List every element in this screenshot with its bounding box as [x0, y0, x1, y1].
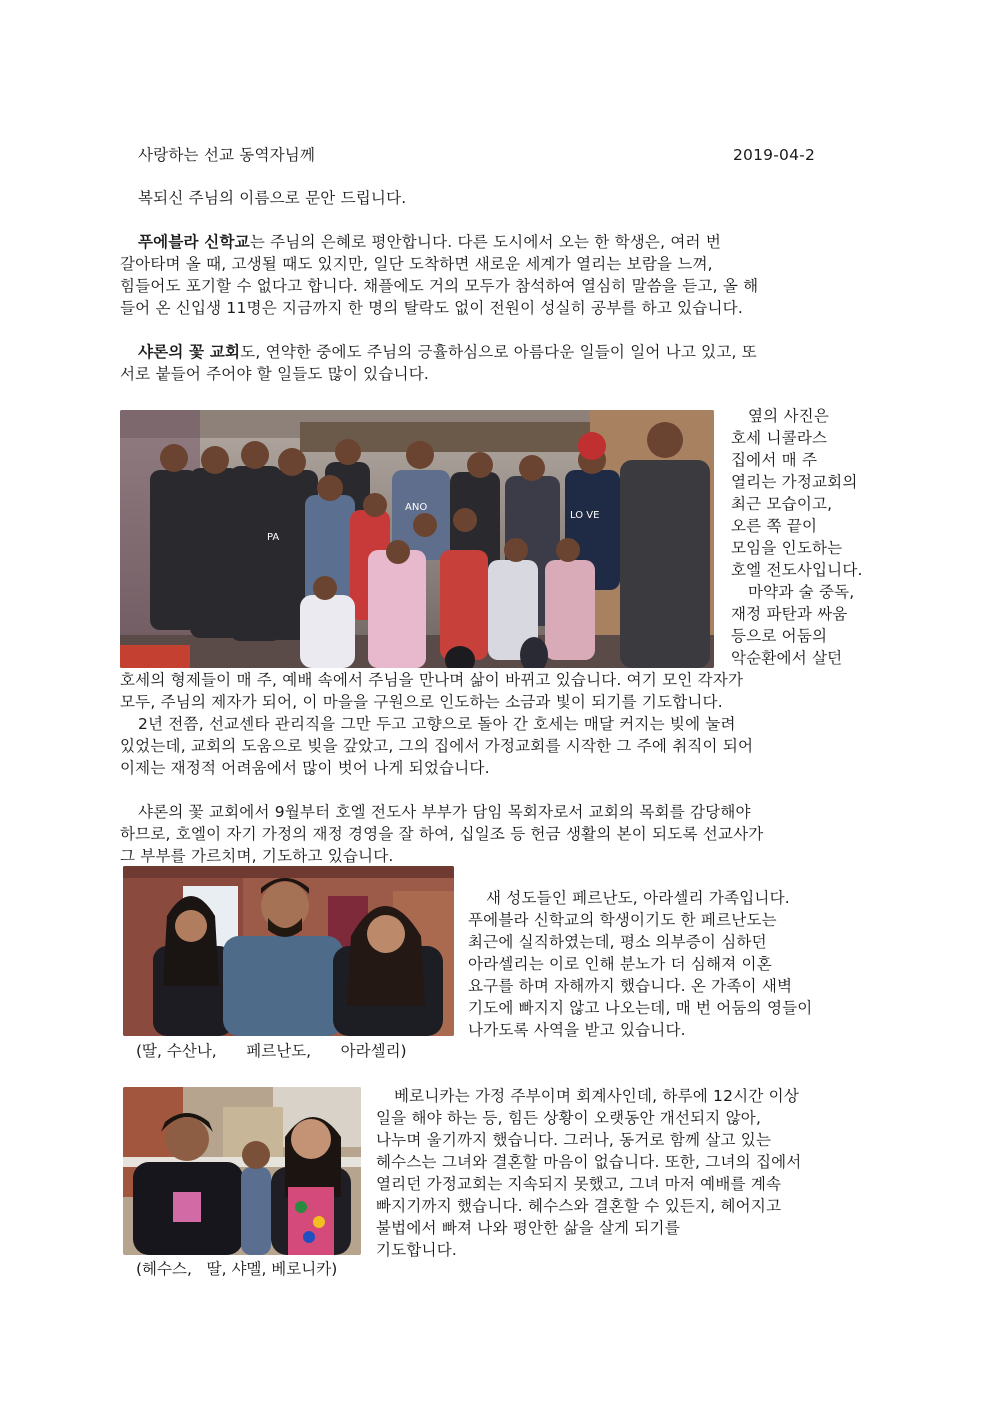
fernando-line-3: 최근에 실직하였는데, 평소 의부증이 심하던	[468, 933, 767, 951]
fernando-line-7: 나가도록 사역을 받고 있습니다.	[468, 1021, 686, 1039]
veronica-line-5: 열리던 가정교회는 지속되지 못했고, 그녀 마저 예배를 계속	[376, 1175, 782, 1193]
letter-date: 2019-04-2	[733, 146, 816, 164]
hoodie-text-1: ANO	[405, 502, 428, 513]
church-line-1: 샤론의 꽃 교회도, 연약한 중에도 주님의 긍휼하심으로 아름다운 일들이 일어 나고 있고, 또	[138, 343, 757, 361]
side-line-5: 최근 모습이고,	[731, 495, 833, 513]
house-church-line-2: 모두, 주님의 제자가 되어, 이 마을을 구원으로 인도하는 소금과 빛이 되기를 기도합니다.	[120, 693, 723, 711]
seminary-line-4: 들어 온 신입생 11명은 지금까지 한 명의 탈락도 없이 전원이 성실히 공부를 하고 있습니다.	[120, 299, 743, 317]
fernando-line-2: 푸에블라 신학교의 학생이기도 한 페르난도는	[468, 911, 777, 929]
seminary-name: 푸에블라 신학교	[138, 233, 250, 251]
house-church-line-3: 2년 전쯤, 선교센타 관리직을 그만 두고 고향으로 돌아 간 호세는 매달 커지는 빚에 눌려	[138, 715, 736, 733]
veronica-line-3: 나누며 울기까지 했습니다. 그러나, 동거로 함께 살고 있는	[376, 1131, 772, 1149]
seminary-line-1: 푸에블라 신학교는 주님의 은혜로 평안합니다. 다른 도시에서 오는 한 학생은, 여러 번	[138, 233, 722, 251]
church-name: 샤론의 꽃 교회	[138, 343, 241, 361]
fernando-line-4: 아라셀리는 이로 인해 분노가 더 심해져 이혼	[468, 955, 772, 973]
side-line-7: 모임을 인도하는	[731, 539, 843, 557]
side-line-1: 옆의 사진은	[748, 407, 829, 425]
pastor-line-2: 하므로, 호엘이 자기 가정의 재정 경영을 잘 하여, 십일조 등 헌금 생활의 본이 되도록 선교사가	[120, 825, 764, 843]
side-line-6: 오른 쪽 끝이	[731, 517, 818, 535]
fernando-family-photo	[123, 866, 454, 1036]
veronica-line-1: 베로니카는 가정 주부이며 회계사인데, 하루에 12시간 이상	[394, 1087, 799, 1105]
house-church-group-photo	[120, 410, 714, 668]
side-line-8: 호엘 전도사입니다.	[731, 561, 863, 579]
side-line-3: 집에서 매 주	[731, 451, 818, 469]
side-line-9: 마약과 술 중독,	[748, 583, 855, 601]
side-line-12: 악순환에서 살던	[731, 649, 843, 667]
seminary-line-3: 힘들어도 포기할 수 없다고 합니다. 채플에도 거의 모두가 참석하여 열심히 말씀을 듣고, 올 해	[120, 277, 759, 295]
side-line-4: 열리는 가정교회의	[731, 473, 858, 491]
house-church-line-1: 호세의 형제들이 매 주, 예배 속에서 주님을 만나며 삶이 바뀌고 있습니다. 여기 모인 각자가	[120, 671, 744, 689]
fernando-line-6: 기도에 빠지지 않고 나오는데, 매 번 어둠의 영들이	[468, 999, 813, 1017]
salutation: 사랑하는 선교 동역자님께	[138, 146, 316, 164]
veronica-family-photo	[123, 1087, 361, 1255]
hoodie-text-2: LO VE	[570, 510, 600, 521]
veronica-line-2: 일을 해야 하는 등, 힘든 상황이 오랫동안 개선되지 않아,	[376, 1109, 762, 1127]
pastor-line-1: 샤론의 꽃 교회에서 9월부터 호엘 전도사 부부가 담임 목회자로서 교회의 목회를 감당해야	[138, 803, 751, 821]
veronica-line-8: 기도합니다.	[376, 1241, 457, 1259]
veronica-photo-caption: (헤수스, 딸, 샤멜, 베로니카)	[136, 1260, 338, 1278]
fernando-line-5: 요구를 하며 자해까지 했습니다. 온 가족이 새벽	[468, 977, 793, 995]
greeting: 복되신 주님의 이름으로 문안 드립니다.	[138, 189, 407, 207]
side-line-2: 호세 니콜라스	[731, 429, 828, 447]
side-line-11: 등으로 어둠의	[731, 627, 828, 645]
fernando-photo-caption: (딸, 수산나, 페르난도, 아라셀리)	[136, 1042, 407, 1060]
house-church-line-5: 이제는 재정적 어려움에서 많이 벗어 나게 되었습니다.	[120, 759, 490, 777]
house-church-line-4: 있었는데, 교회의 도움으로 빚을 갚았고, 그의 집에서 가정교회를 시작한 그 주에 취직이 되어	[120, 737, 754, 755]
fernando-line-1: 새 성도들인 페르난도, 아라셀리 가족입니다.	[486, 889, 790, 907]
veronica-line-7: 불법에서 빠져 나와 평안한 삶을 살게 되기를	[376, 1219, 680, 1237]
veronica-line-4: 헤수스는 그녀와 결혼할 마음이 없습니다. 또한, 그녀의 집에서	[376, 1153, 802, 1171]
church-line-2: 서로 붙들어 주어야 할 일들도 많이 있습니다.	[120, 365, 430, 383]
hoodie-text-3: PA	[267, 532, 280, 543]
side-line-10: 재정 파탄과 싸움	[731, 605, 848, 623]
seminary-line-2: 갈아타며 올 때, 고생될 때도 있지만, 일단 도착하면 새로운 세계가 열리는 보람을 느껴,	[120, 255, 713, 273]
pastor-line-3: 그 부부를 가르치며, 기도하고 있습니다.	[120, 847, 394, 865]
veronica-line-6: 빠지기까지 했습니다. 헤수스와 결혼할 수 있든지, 헤어지고	[376, 1197, 782, 1215]
